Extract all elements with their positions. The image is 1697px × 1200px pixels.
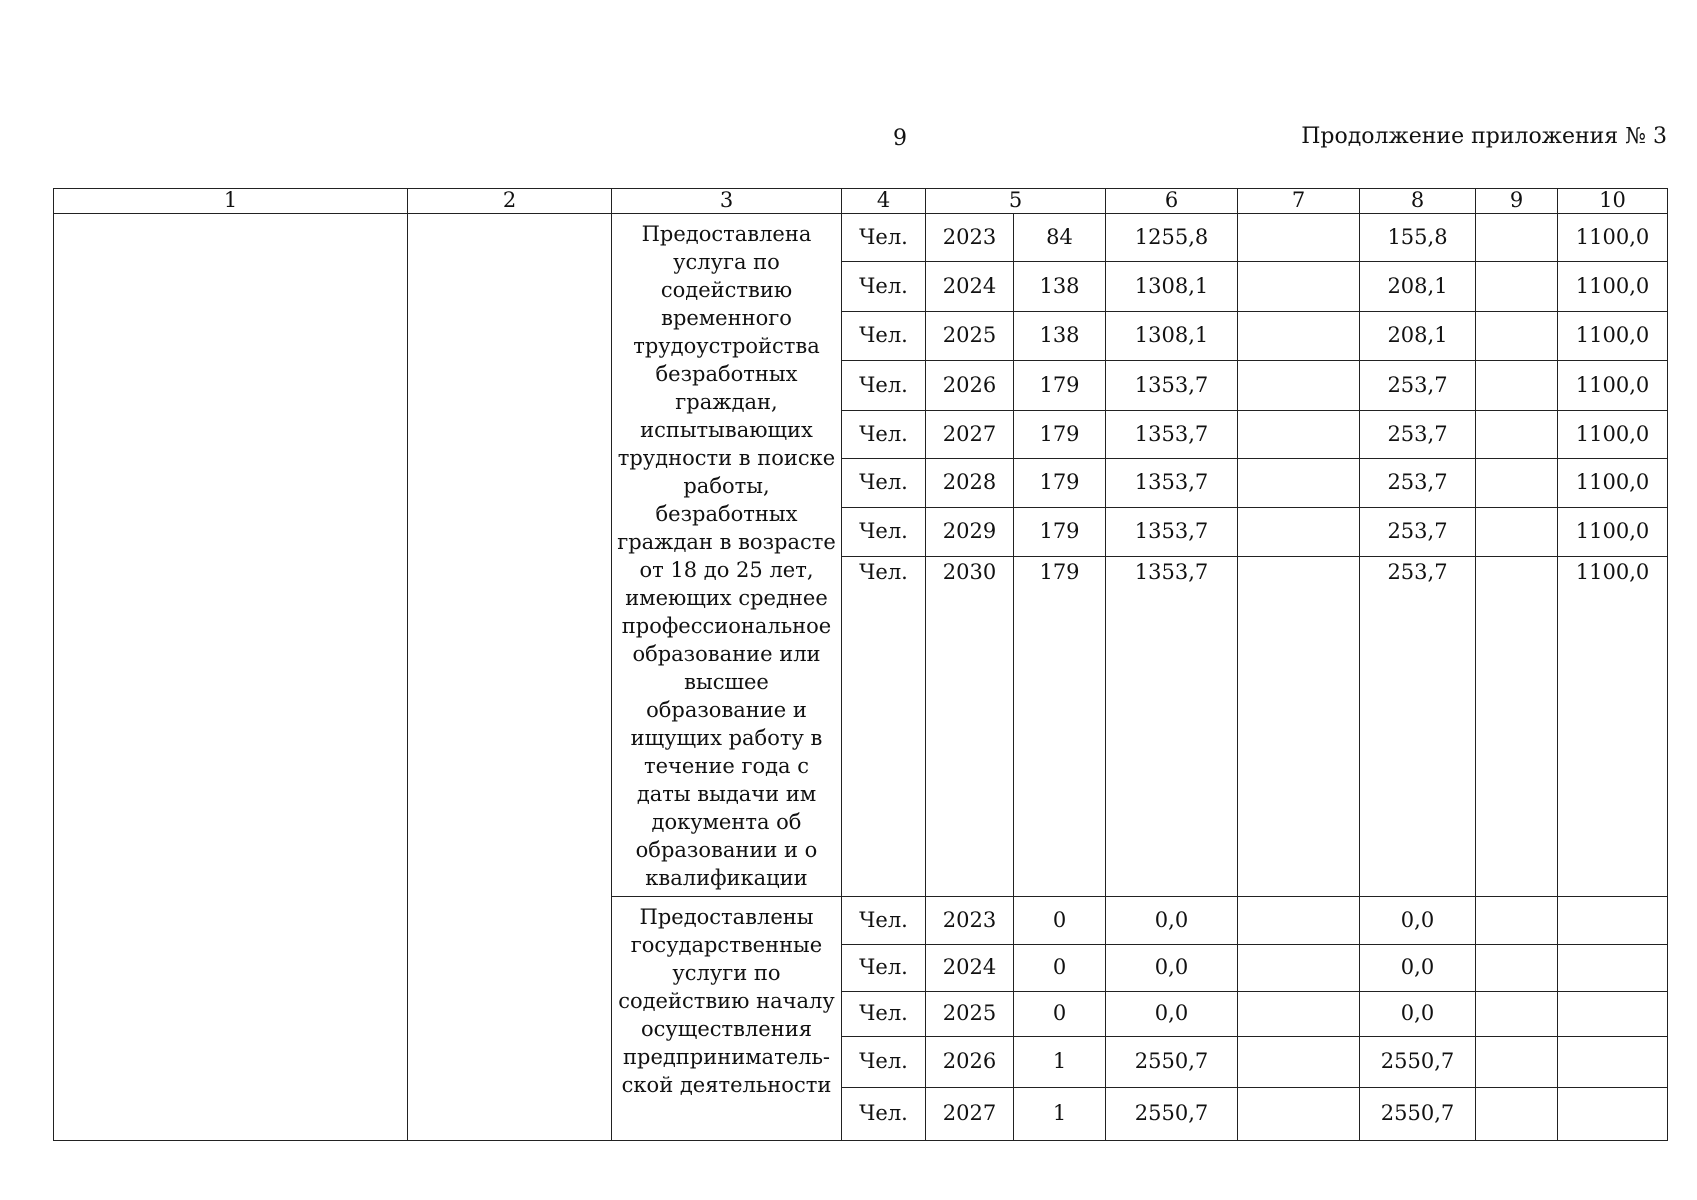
column-10-value: 1100,0 xyxy=(1558,508,1668,557)
unit-cell: Чел. xyxy=(842,1037,926,1088)
year-cell: 2026 xyxy=(926,361,1014,411)
column-9-value xyxy=(1476,992,1558,1037)
column-6-value: 0,0 xyxy=(1106,992,1238,1037)
column-7-value xyxy=(1238,945,1360,992)
column-9-value xyxy=(1476,411,1558,459)
column-8-value: 155,8 xyxy=(1360,214,1476,262)
col-header-9: 9 xyxy=(1476,189,1558,214)
column-7-value xyxy=(1238,459,1360,508)
column-9-value xyxy=(1476,1037,1558,1088)
column-9-value xyxy=(1476,459,1558,508)
service-description: Предоставлены государственные услуги по содействию началу осуществления предприниматель-ской деятельности xyxy=(612,897,842,1141)
year-cell: 2025 xyxy=(926,992,1014,1037)
column-10-value: 1100,0 xyxy=(1558,312,1668,361)
quantity-cell: 138 xyxy=(1014,312,1106,361)
unit-cell: Чел. xyxy=(842,992,926,1037)
column-10-value xyxy=(1558,1088,1668,1141)
column-9-value xyxy=(1476,897,1558,945)
column-7-value xyxy=(1238,312,1360,361)
column-6-value: 1308,1 xyxy=(1106,262,1238,312)
column-6-value: 1255,8 xyxy=(1106,214,1238,262)
column-8-value: 208,1 xyxy=(1360,312,1476,361)
column-8-value: 253,7 xyxy=(1360,459,1476,508)
quantity-cell: 179 xyxy=(1014,361,1106,411)
unit-cell: Чел. xyxy=(842,1088,926,1141)
column-2-cell xyxy=(408,214,612,1141)
quantity-cell: 0 xyxy=(1014,897,1106,945)
column-9-value xyxy=(1476,1088,1558,1141)
column-number-row xyxy=(54,189,1668,214)
unit-cell: Чел. xyxy=(842,459,926,508)
column-9-value xyxy=(1476,312,1558,361)
program-table xyxy=(53,188,1668,1141)
column-1-cell xyxy=(54,214,408,1141)
year-cell: 2025 xyxy=(926,312,1014,361)
quantity-cell: 0 xyxy=(1014,992,1106,1037)
column-6-value: 1353,7 xyxy=(1106,411,1238,459)
column-8-value: 208,1 xyxy=(1360,262,1476,312)
column-6-value: 2550,7 xyxy=(1106,1037,1238,1088)
column-6-value: 1353,7 xyxy=(1106,557,1238,897)
col-header-8: 8 xyxy=(1360,189,1476,214)
column-7-value xyxy=(1238,361,1360,411)
col-header-4: 4 xyxy=(842,189,926,214)
quantity-cell: 179 xyxy=(1014,508,1106,557)
column-8-value: 253,7 xyxy=(1360,361,1476,411)
appendix-note: Продолжение приложения № 3 xyxy=(1301,124,1667,149)
column-6-value: 1308,1 xyxy=(1106,312,1238,361)
quantity-cell: 1 xyxy=(1014,1088,1106,1141)
column-9-value xyxy=(1476,262,1558,312)
column-8-value: 253,7 xyxy=(1360,508,1476,557)
column-7-value xyxy=(1238,1088,1360,1141)
column-6-value: 0,0 xyxy=(1106,897,1238,945)
column-9-value xyxy=(1476,557,1558,897)
col-header-10: 10 xyxy=(1558,189,1668,214)
column-10-value xyxy=(1558,1037,1668,1088)
quantity-cell: 179 xyxy=(1014,459,1106,508)
col-header-5: 5 xyxy=(926,189,1106,214)
column-6-value: 1353,7 xyxy=(1106,508,1238,557)
column-9-value xyxy=(1476,508,1558,557)
year-cell: 2024 xyxy=(926,945,1014,992)
year-cell: 2026 xyxy=(926,1037,1014,1088)
unit-cell: Чел. xyxy=(842,557,926,897)
unit-cell: Чел. xyxy=(842,262,926,312)
unit-cell: Чел. xyxy=(842,508,926,557)
year-cell: 2027 xyxy=(926,1088,1014,1141)
quantity-cell: 138 xyxy=(1014,262,1106,312)
quantity-cell: 0 xyxy=(1014,945,1106,992)
column-9-value xyxy=(1476,214,1558,262)
col-header-3: 3 xyxy=(612,189,842,214)
column-7-value xyxy=(1238,897,1360,945)
column-6-value: 0,0 xyxy=(1106,945,1238,992)
table-row xyxy=(54,214,1668,262)
col-header-2: 2 xyxy=(408,189,612,214)
unit-cell: Чел. xyxy=(842,361,926,411)
column-8-value: 0,0 xyxy=(1360,945,1476,992)
column-7-value xyxy=(1238,214,1360,262)
column-10-value: 1100,0 xyxy=(1558,459,1668,508)
column-6-value: 1353,7 xyxy=(1106,459,1238,508)
service-description: Предоставлена услуга по содействию временного трудоустройства безработных граждан, испытывающих трудности в поиске работы, безработных граждан в возрасте от 18 до 25 лет, имеющих среднее профессиональное образование или высшее образование и ищущих работу в течение года с даты выдачи им документа об образовании и о квалификации xyxy=(612,214,842,897)
unit-cell: Чел. xyxy=(842,411,926,459)
year-cell: 2029 xyxy=(926,508,1014,557)
quantity-cell: 179 xyxy=(1014,557,1106,897)
column-7-value xyxy=(1238,411,1360,459)
unit-cell: Чел. xyxy=(842,897,926,945)
quantity-cell: 1 xyxy=(1014,1037,1106,1088)
year-cell: 2024 xyxy=(926,262,1014,312)
year-cell: 2028 xyxy=(926,459,1014,508)
quantity-cell: 84 xyxy=(1014,214,1106,262)
column-10-value: 1100,0 xyxy=(1558,262,1668,312)
column-9-value xyxy=(1476,361,1558,411)
year-cell: 2023 xyxy=(926,897,1014,945)
column-8-value: 2550,7 xyxy=(1360,1088,1476,1141)
column-10-value: 1100,0 xyxy=(1558,361,1668,411)
column-10-value xyxy=(1558,945,1668,992)
column-7-value xyxy=(1238,508,1360,557)
column-8-value: 2550,7 xyxy=(1360,1037,1476,1088)
col-header-1: 1 xyxy=(54,189,408,214)
col-header-6: 6 xyxy=(1106,189,1238,214)
year-cell: 2030 xyxy=(926,557,1014,897)
column-7-value xyxy=(1238,1037,1360,1088)
column-10-value xyxy=(1558,992,1668,1037)
column-10-value: 1100,0 xyxy=(1558,214,1668,262)
column-10-value: 1100,0 xyxy=(1558,557,1668,897)
column-9-value xyxy=(1476,945,1558,992)
unit-cell: Чел. xyxy=(842,214,926,262)
column-6-value: 1353,7 xyxy=(1106,361,1238,411)
column-8-value: 253,7 xyxy=(1360,557,1476,897)
column-8-value: 253,7 xyxy=(1360,411,1476,459)
column-10-value xyxy=(1558,897,1668,945)
column-8-value: 0,0 xyxy=(1360,897,1476,945)
year-cell: 2023 xyxy=(926,214,1014,262)
page-number: 9 xyxy=(893,126,907,151)
year-cell: 2027 xyxy=(926,411,1014,459)
quantity-cell: 179 xyxy=(1014,411,1106,459)
column-7-value xyxy=(1238,992,1360,1037)
column-8-value: 0,0 xyxy=(1360,992,1476,1037)
unit-cell: Чел. xyxy=(842,312,926,361)
unit-cell: Чел. xyxy=(842,945,926,992)
column-7-value xyxy=(1238,262,1360,312)
column-10-value: 1100,0 xyxy=(1558,411,1668,459)
col-header-7: 7 xyxy=(1238,189,1360,214)
column-6-value: 2550,7 xyxy=(1106,1088,1238,1141)
column-7-value xyxy=(1238,557,1360,897)
